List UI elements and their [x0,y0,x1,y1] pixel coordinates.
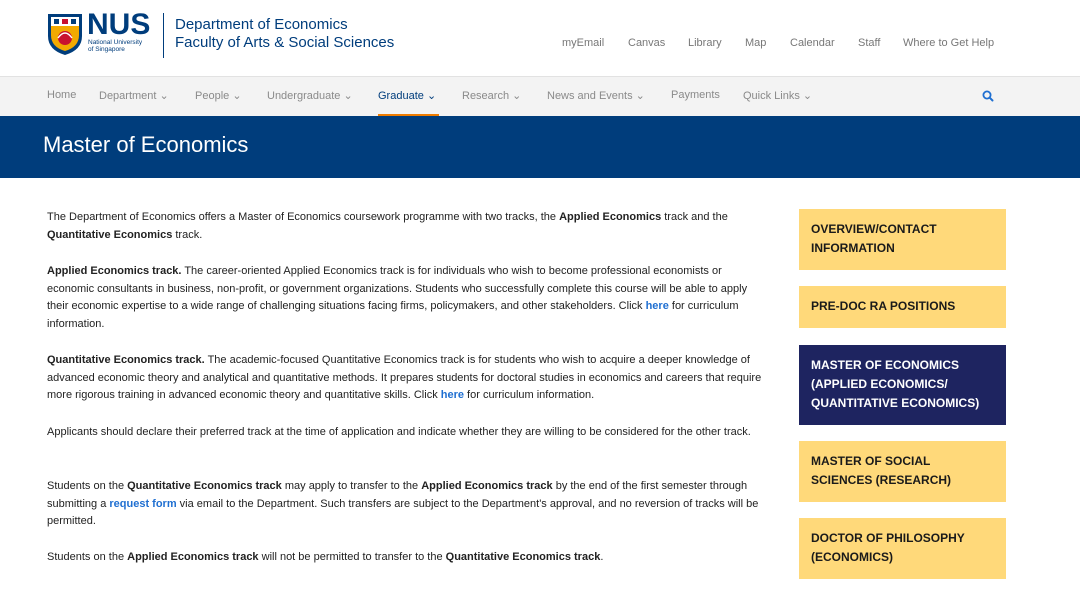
nav-label: Quick Links [743,90,800,102]
text: will not be permitted to transfer to the [258,551,446,563]
applied-curriculum-link[interactable]: here [645,300,669,313]
nav-item-graduate[interactable] [378,89,436,102]
quantitative-curriculum-link[interactable]: here [440,389,464,402]
text: track and the [661,211,728,223]
nav-label: Undergraduate [267,90,341,102]
text: The career-oriented Applied Economics track is for individuals who wish to become professional economists or economic consultants in business, non-profit, or government organizations. Students who successfully complete this course will be able to apply their economic expertise to a wide range of challenging situations facing firms, policymakers, and other stakeholders. Click [47,265,748,313]
nav-label: People [195,90,230,102]
sidebar-item-overview[interactable]: OVERVIEW/CONTACT INFORMATION [799,209,1006,270]
nav-item-people[interactable] [195,89,242,102]
chevron-down-icon: ⌄ [635,90,645,102]
text: by the end of the first semester through submitting a [47,480,748,510]
sidebar-item-master-social-sciences[interactable]: MASTER OF SOCIAL SCIENCES (RESEARCH) [799,441,1006,502]
bold-text: Applied Economics track. [47,265,182,277]
nav-label: Home [47,89,77,101]
utility-link-myemail[interactable]: myEmail [562,37,605,49]
nav-label: Graduate [378,90,424,102]
nav-item-quick-links[interactable] [743,89,812,102]
chevron-down-icon: ⌄ [159,90,169,102]
transfer-paragraph [47,478,771,531]
page-title: Master of Economics [43,132,249,157]
utility-link-canvas[interactable]: Canvas [628,37,666,49]
nav-label: News and Events [547,90,633,102]
nav-item-undergraduate[interactable] [267,89,353,102]
applied-track-paragraph [47,263,771,333]
sidebar-item-predoc[interactable]: PRE-DOC RA POSITIONS [799,286,1006,328]
chevron-down-icon: ⌄ [343,90,353,102]
utility-link-map[interactable]: Map [745,37,767,49]
nav-item-research[interactable] [462,89,521,102]
nav-label: Department [99,90,157,102]
nav-item-department[interactable] [99,89,169,102]
intro-paragraph [47,209,771,244]
nav-item-payments[interactable] [671,89,720,101]
bold-text: Quantitative Economics track. [47,354,205,366]
text: for curriculum information. [47,300,739,330]
quantitative-track-paragraph [47,352,771,405]
site-header [0,0,1080,76]
text: via email to the Department. Such transfers are subject to the Department's approval, and no reversion of tracks will be permitted. [47,497,759,528]
chevron-down-icon: ⌄ [512,90,522,102]
sidebar-item-phd[interactable]: DOCTOR OF PHILOSOPHY (ECONOMICS) [799,518,1006,579]
bold-text: Applied Economics [559,211,662,223]
text: track. [172,228,203,241]
utility-link-help[interactable]: Where to Get Help [903,37,995,49]
logo-subtitle-1: National University [88,39,143,46]
bold-text: Applied Economics track [421,480,553,492]
text: Students on the [47,551,128,563]
bold-text: Quantitative Economics track [127,480,282,492]
chevron-down-icon: ⌄ [232,90,242,102]
text: may apply to transfer to the [281,480,422,492]
chevron-down-icon: ⌄ [802,90,813,102]
utility-link-library[interactable]: Library [688,37,722,49]
search-icon[interactable] [981,89,995,103]
bold-text: Quantitative Economics [47,228,173,241]
nav-item-news-and-events[interactable] [547,89,645,102]
nav-label: Research [462,90,510,102]
text: . [600,551,604,563]
text: The academic-focused Quantitative Economics track is for students who wish to acquire a deeper knowledge of advanced economic theory and analytical and quantitative methods. It prepares students for doctoral studies in economics and careers that require more rigorous training in advanced economic theory and quantitative skills. Click [47,354,762,402]
nus-logo[interactable] [46,8,156,58]
text: for curriculum information. [464,389,595,402]
department-line-1: Department of Economics [175,16,348,33]
utility-link-calendar[interactable]: Calendar [790,37,835,49]
bold-text: Quantitative Economics track [445,551,601,563]
text: Students on the [47,480,128,492]
bold-text: Applied Economics track [127,551,259,563]
nav-item-home[interactable] [47,89,76,101]
logo-text: NUS [87,8,151,41]
faculty-line: Faculty of Arts & Social Sciences [175,34,395,51]
logo-subtitle-2: of Singapore [88,46,125,53]
page-banner [0,116,1080,178]
department-name[interactable] [175,16,394,52]
nav-label: Payments [671,89,720,101]
sidebar-item-master-of-economics[interactable]: MASTER OF ECONOMICS (APPLIED ECONOMICS/ QUANTITATIVE ECONOMICS) [799,345,1006,425]
request-form-link[interactable]: request form [109,497,177,510]
main-nav [0,76,1080,116]
text: The Department of Economics offers a Master of Economics coursework programme with two tracks, the [47,211,560,223]
chevron-down-icon: ⌄ [426,90,437,102]
nus-crest-icon [46,12,84,56]
track-declaration-paragraph: Applicants should declare their preferred track at the time of application and indicate whether they are willing to be considered for the other track. [47,426,751,438]
utility-link-staff[interactable]: Staff [858,37,881,49]
header-divider [163,13,164,58]
no-transfer-paragraph [47,549,771,567]
